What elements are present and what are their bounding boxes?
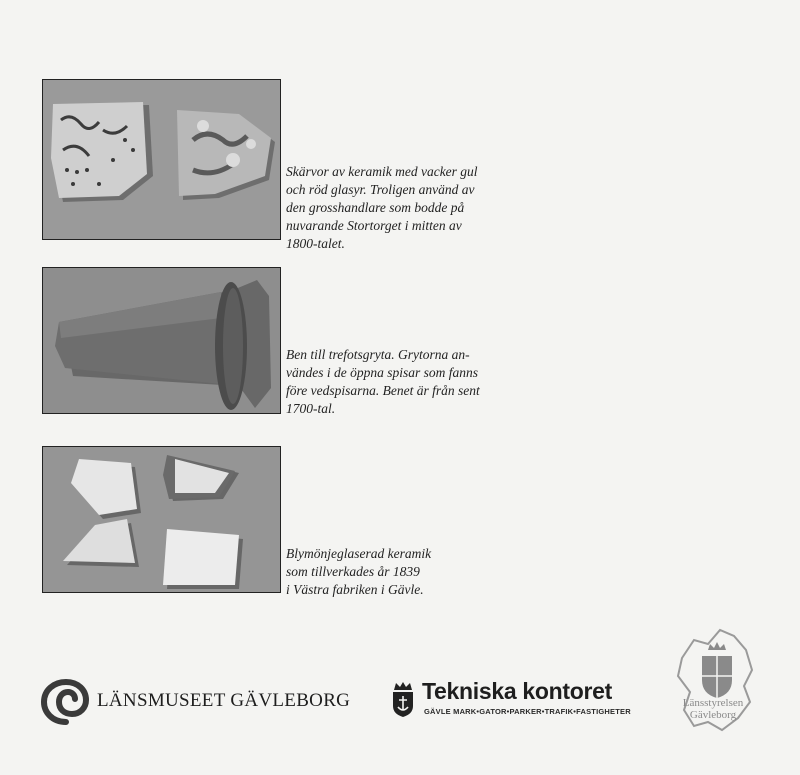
photo-tripod-leg: [42, 267, 281, 414]
caption-line: 1700-tal.: [286, 401, 336, 416]
caption-line: och röd glasyr. Troligen använd av: [286, 182, 475, 197]
caption-line: Blymönjeglaserad keramik: [286, 546, 432, 561]
tekniska-crest: [390, 680, 416, 718]
lansmuseet-logo: [40, 678, 92, 726]
caption-glazed-shards: [286, 163, 516, 253]
spiral-icon: [40, 678, 92, 726]
photo-lead-glazed-shards: [42, 446, 281, 593]
caption-line: nuvarande Stortorget i mitten av: [286, 218, 462, 233]
caption-tripod-leg: [286, 346, 516, 418]
caption-line: 1800-talet.: [286, 236, 345, 251]
caption-line: före vedspisarna. Benet är från sent: [286, 383, 480, 398]
photo-glazed-shards: [42, 79, 281, 240]
caption-line: den grosshandlare som bodde på: [286, 200, 465, 215]
tekniska-name: Tekniska kontoret: [422, 678, 613, 704]
crown-shield-icon: [390, 680, 416, 718]
caption-line: som tillverkades år 1839: [286, 564, 420, 579]
caption-line: vändes i de öppna spisar som fanns: [286, 365, 478, 380]
caption-line: Skärvor av keramik med vacker gul: [286, 164, 478, 179]
lansmuseet-name: LÄNSMUSEET GÄVLEBORG: [97, 690, 351, 711]
caption-lead-glazed-shards: [286, 545, 516, 599]
caption-line: i Västra fabriken i Gävle.: [286, 582, 424, 597]
lansstyrelsen-name-2: Gävleborg: [689, 709, 737, 721]
lansstyrelsen-name-1: Länsstyrelsen: [682, 697, 744, 709]
tekniska-subtitle: GÄVLE MARK•GATOR•PARKER•TRAFIK•FASTIGHETER: [424, 707, 631, 716]
caption-line: Ben till trefotsgryta. Grytorna an-: [286, 347, 470, 362]
